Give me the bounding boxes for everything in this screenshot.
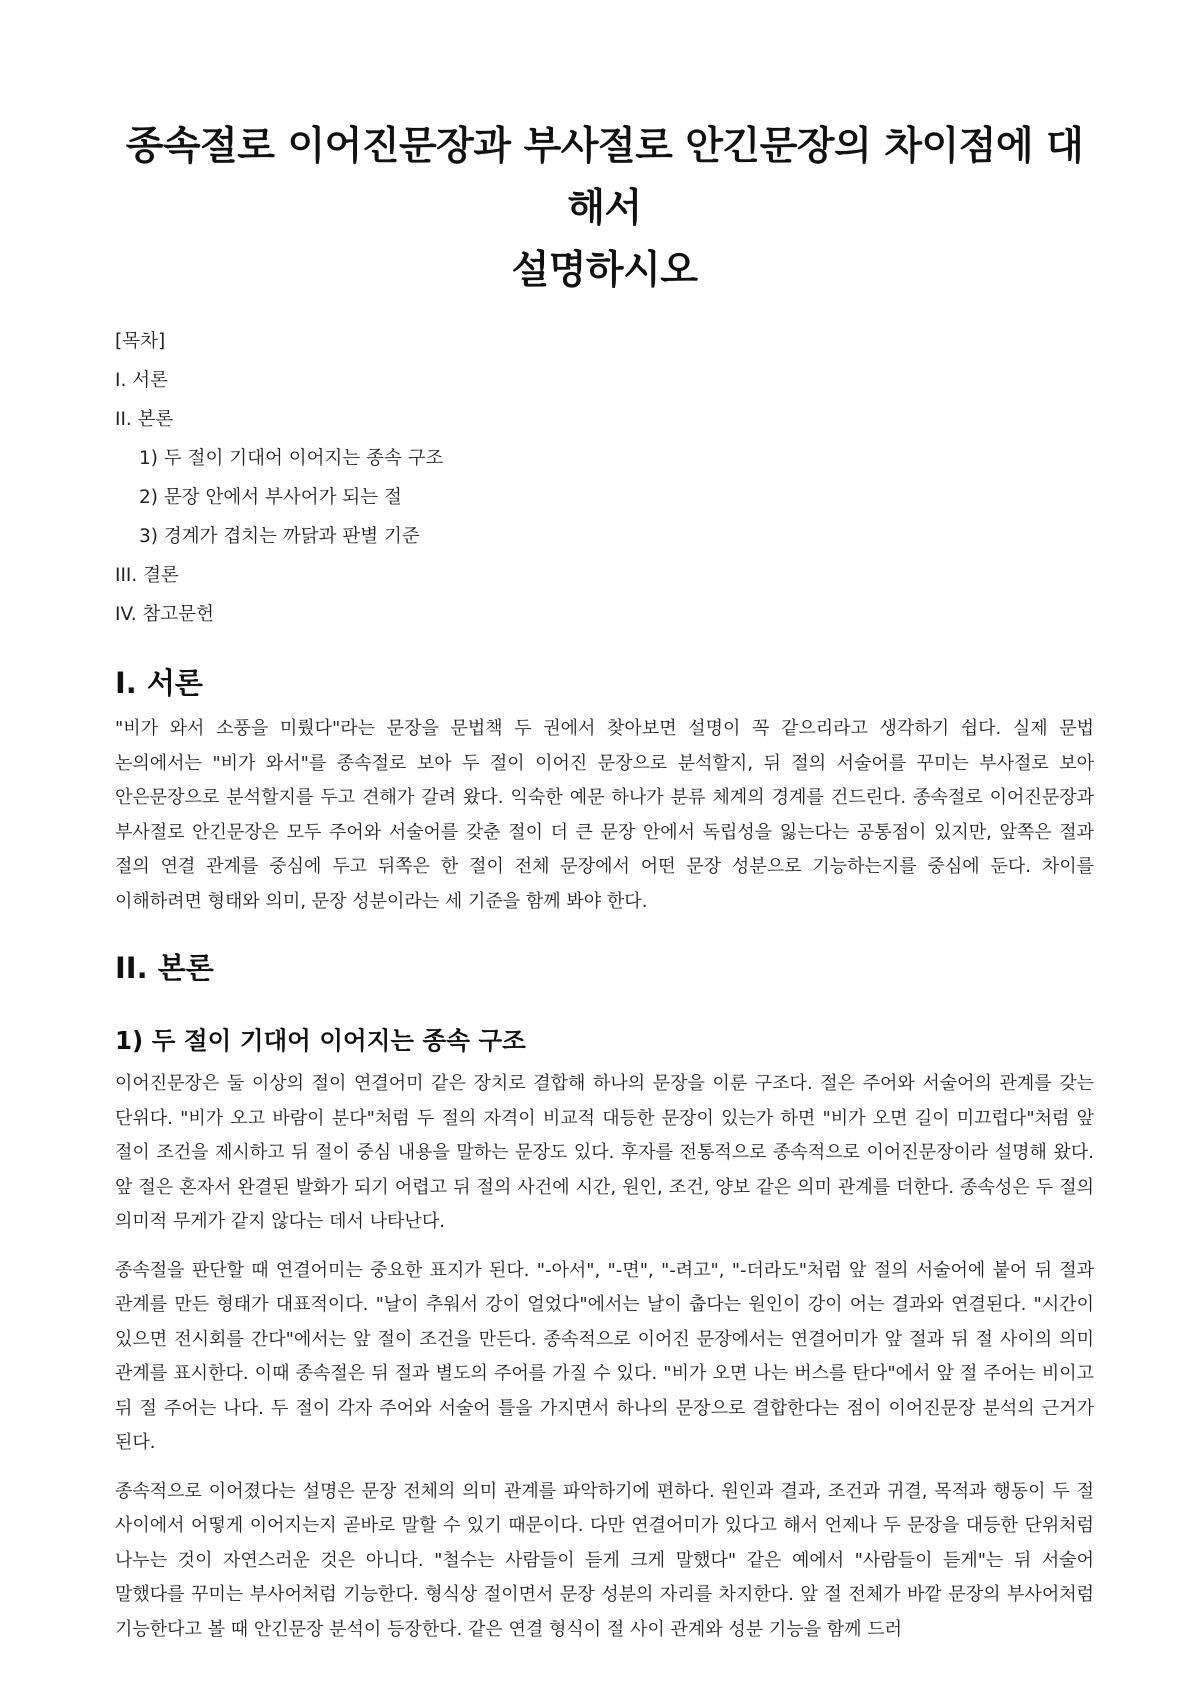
toc-item: IV. 참고문헌 [115,604,214,625]
document-title [115,116,1094,302]
subsection-heading-1: 1) 두 절이 기대어 이어지는 종속 구조 [115,1026,526,1055]
table-of-contents [115,322,1094,634]
toc-item: II. 본론 [115,409,174,430]
section-heading-introduction: I. 서론 [115,666,203,700]
toc-heading: [목차] [115,331,166,352]
body-paragraph: 종속적으로 이어졌다는 설명은 문장 전체의 의미 관계를 파악하기에 편하다. 원인과 결과, 조건과 귀결, 목적과 행동이 두 절 사이에서 어떻게 이어지는지 곧바로 말할 수 있기 때문이다. 다만 연결어미가 있다고 해서 언제나 두 문장을 대등한 단위처럼 나누는 것이 자연스러운 것은 아니다. "철수는 사람들이 듣게 크게 말했다" 같은 예에서 "사람들이 듣게"는 뒤 서술어 말했다를 꾸미는 부사어처럼 기능한다. 형식상 절이면서 문장 성분의 자리를 차지한다. 앞 절 전체가 바깥 문장의 부사어처럼 기능한다고 볼 때 안긴문장 분석이 등장한다. 같은 연결 형식이 절 사이 관계와 성분 기능을 함께 드러 [115,1480,1094,1640]
toc-subitem: 1) 두 절이 기대어 이어지는 종속 구조 [139,448,444,469]
introduction-paragraph: "비가 와서 소풍을 미뤘다"라는 문장을 문법책 두 권에서 찾아보면 설명이 꼭 같으리라고 생각하기 쉽다. 실제 문법 논의에서는 "비가 와서"를 종속절로 보아 두 절이 이어진 문장으로 분석할지, 뒤 절의 서술어를 꾸미는 부사절로 보아 안은문장으로 분석할지를 두고 견해가 갈려 왔다. 익숙한 예문 하나가 분류 체계의 경계를 건드린다. 종속절로 이어진문장과 부사절로 안긴문장은 모두 주어와 서술어를 갖춘 절이 더 큰 문장 안에서 독립성을 잃는다는 공통점이 있지만, 앞쪽은 절과 절의 연결 관계를 중심에 두고 뒤쪽은 한 절이 전체 문장에서 어떤 문장 성분으로 기능하는지를 중심에 둔다. 차이를 이해하려면 형태와 의미, 문장 성분이라는 세 기준을 함께 봐야 한다. [115,718,1094,912]
title-line-2: 설명하시오 [511,248,698,293]
section-heading-body: II. 본론 [115,951,214,985]
body-paragraph: 종속절을 판단할 때 연결어미는 중요한 표지가 된다. "-아서", "-면", "-려고", "-더라도"처럼 앞 절의 서술어에 붙어 뒤 절과 관계를 만든 형태가 대표적이다. "날이 추워서 강이 얼었다"에서는 날이 춥다는 원인이 강이 어는 결과와 연결된다. "시간이 있으면 전시회를 간다"에서는 앞 절이 조건을 만든다. 종속적으로 이어진 문장에서는 연결어미가 앞 절과 뒤 절 사이의 의미 관계를 표시한다. 이때 종속절은 뒤 절과 별도의 주어를 가질 수 있다. "비가 오면 나는 버스를 탄다"에서 앞 절 주어는 비이고 뒤 절 주어는 나다. 두 절이 각자 주어와 서술어 틀을 가지면서 하나의 문장으로 결합한다는 점이 이어진문장 분석의 근거가 된다. [115,1259,1094,1453]
toc-subitem: 2) 문장 안에서 부사어가 되는 절 [139,487,402,508]
toc-subitem: 3) 경계가 겹치는 까닭과 판별 기준 [139,526,420,547]
body-paragraph: 이어진문장은 둘 이상의 절이 연결어미 같은 장치로 결합해 하나의 문장을 이룬 구조다. 절은 주어와 서술어의 관계를 갖는 단위다. "비가 오고 바람이 분다"처럼 두 절의 자격이 비교적 대등한 문장이 있는가 하면 "비가 오면 길이 미끄럽다"처럼 앞 절이 조건을 제시하고 뒤 절이 중심 내용을 말하는 문장도 있다. 후자를 전통적으로 종속적으로 이어진문장이라 설명해 왔다. 앞 절은 혼자서 완결된 발화가 되기 어렵고 뒤 절의 사건에 시간, 원인, 조건, 양보 같은 의미 관계를 더한다. 종속성은 두 절의 의미적 무게가 같지 않다는 데서 나타난다. [115,1073,1094,1232]
toc-item: III. 결론 [115,565,179,586]
toc-item: I. 서론 [115,370,168,391]
title-line-1: 종속절로 이어진문장과 부사절로 안긴문장의 차이점에 대해서 [125,124,1084,231]
